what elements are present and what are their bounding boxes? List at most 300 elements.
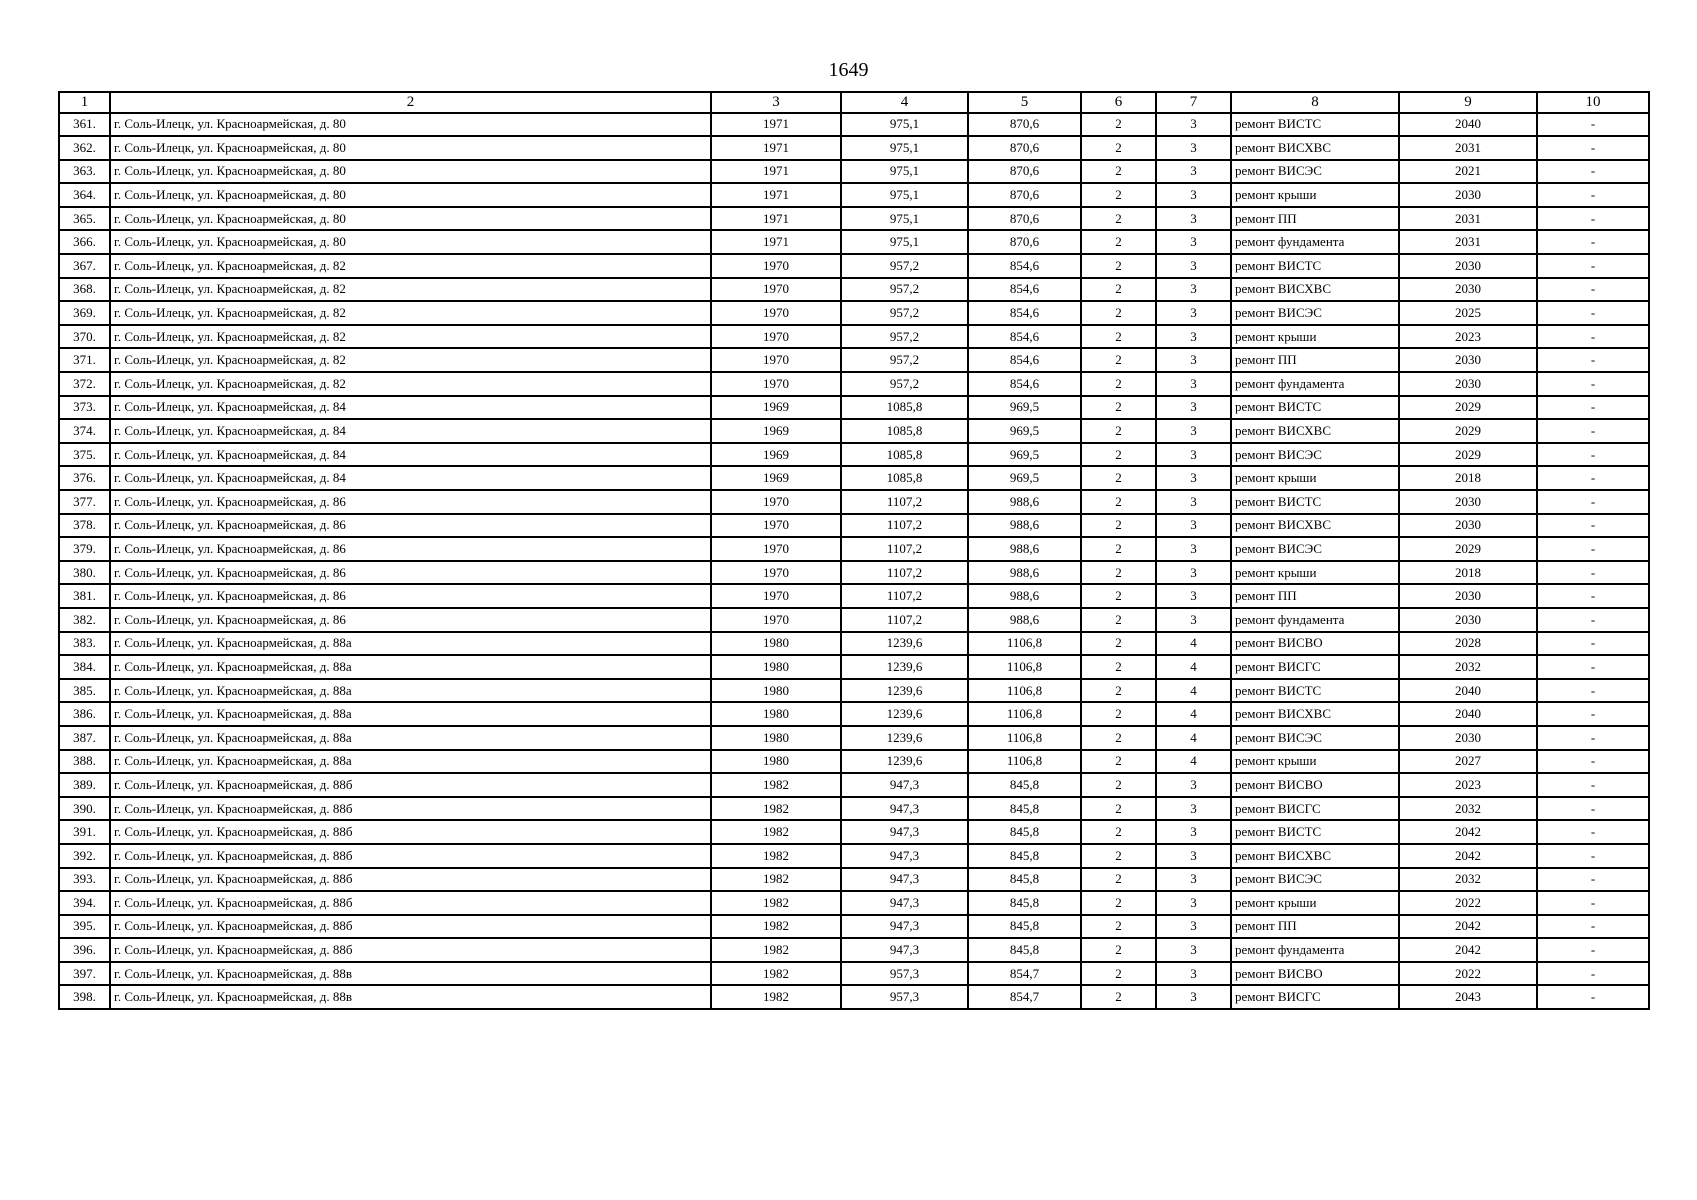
table-row: [59, 985, 1649, 1009]
total-area-cell: 1239,6: [841, 655, 968, 679]
row-number-cell: 391.: [59, 820, 110, 844]
entrances-cell: 2: [1081, 136, 1156, 160]
build-year-cell: 1970: [711, 514, 841, 538]
planned-year-cell: 2023: [1399, 325, 1537, 349]
build-year-cell: 1982: [711, 868, 841, 892]
row-number-cell: 396.: [59, 938, 110, 962]
build-year-cell: 1970: [711, 254, 841, 278]
row-number-cell: 388.: [59, 750, 110, 774]
floors-cell: 3: [1156, 443, 1231, 467]
living-area-cell: 870,6: [968, 113, 1081, 137]
work-type-cell: ремонт ВИСХВС: [1231, 278, 1399, 302]
floors-cell: 3: [1156, 466, 1231, 490]
living-area-cell: 854,6: [968, 325, 1081, 349]
note-cell: -: [1537, 301, 1649, 325]
living-area-cell: 988,6: [968, 608, 1081, 632]
living-area-cell: 870,6: [968, 230, 1081, 254]
total-area-cell: 975,1: [841, 207, 968, 231]
living-area-cell: 845,8: [968, 915, 1081, 939]
work-type-cell: ремонт крыши: [1231, 466, 1399, 490]
entrances-cell: 2: [1081, 632, 1156, 656]
address-cell: г. Соль-Илецк, ул. Красноармейская, д. 80: [110, 207, 711, 231]
living-area-cell: 870,6: [968, 207, 1081, 231]
planned-year-cell: 2030: [1399, 514, 1537, 538]
note-cell: -: [1537, 466, 1649, 490]
floors-cell: 3: [1156, 113, 1231, 137]
table-row: [59, 962, 1649, 986]
entrances-cell: 2: [1081, 868, 1156, 892]
row-number-cell: 393.: [59, 868, 110, 892]
row-number-cell: 365.: [59, 207, 110, 231]
address-cell: г. Соль-Илецк, ул. Красноармейская, д. 86: [110, 561, 711, 585]
entrances-cell: 2: [1081, 608, 1156, 632]
build-year-cell: 1982: [711, 820, 841, 844]
row-number-cell: 368.: [59, 278, 110, 302]
table-row: [59, 561, 1649, 585]
entrances-cell: 2: [1081, 726, 1156, 750]
row-number-cell: 387.: [59, 726, 110, 750]
address-cell: г. Соль-Илецк, ул. Красноармейская, д. 88б: [110, 938, 711, 962]
planned-year-cell: 2028: [1399, 632, 1537, 656]
work-type-cell: ремонт фундамента: [1231, 230, 1399, 254]
work-type-cell: ремонт ПП: [1231, 584, 1399, 608]
note-cell: -: [1537, 962, 1649, 986]
table-row: [59, 136, 1649, 160]
address-cell: г. Соль-Илецк, ул. Красноармейская, д. 82: [110, 278, 711, 302]
row-number-cell: 382.: [59, 608, 110, 632]
build-year-cell: 1980: [711, 655, 841, 679]
build-year-cell: 1970: [711, 608, 841, 632]
note-cell: -: [1537, 985, 1649, 1009]
address-cell: г. Соль-Илецк, ул. Красноармейская, д. 80: [110, 113, 711, 137]
entrances-cell: 2: [1081, 113, 1156, 137]
floors-cell: 3: [1156, 183, 1231, 207]
address-cell: г. Соль-Илецк, ул. Красноармейская, д. 86: [110, 490, 711, 514]
total-area-cell: 1085,8: [841, 419, 968, 443]
page-number: 1649: [828, 59, 869, 81]
build-year-cell: 1970: [711, 537, 841, 561]
note-cell: -: [1537, 230, 1649, 254]
row-number-cell: 381.: [59, 584, 110, 608]
build-year-cell: 1982: [711, 915, 841, 939]
total-area-cell: 957,2: [841, 372, 968, 396]
build-year-cell: 1982: [711, 844, 841, 868]
build-year-cell: 1970: [711, 348, 841, 372]
floors-cell: 4: [1156, 750, 1231, 774]
note-cell: -: [1537, 608, 1649, 632]
work-type-cell: ремонт ВИСВО: [1231, 962, 1399, 986]
entrances-cell: 2: [1081, 655, 1156, 679]
work-type-cell: ремонт ПП: [1231, 207, 1399, 231]
floors-cell: 3: [1156, 938, 1231, 962]
floors-cell: 3: [1156, 561, 1231, 585]
work-type-cell: ремонт ПП: [1231, 915, 1399, 939]
floors-cell: 3: [1156, 160, 1231, 184]
floors-cell: 4: [1156, 632, 1231, 656]
address-cell: г. Соль-Илецк, ул. Красноармейская, д. 88б: [110, 797, 711, 821]
total-area-cell: 1107,2: [841, 584, 968, 608]
table-row: [59, 278, 1649, 302]
column-header: 4: [841, 92, 968, 113]
row-number-cell: 373.: [59, 396, 110, 420]
build-year-cell: 1982: [711, 985, 841, 1009]
column-header: 7: [1156, 92, 1231, 113]
entrances-cell: 2: [1081, 938, 1156, 962]
entrances-cell: 2: [1081, 750, 1156, 774]
entrances-cell: 2: [1081, 584, 1156, 608]
planned-year-cell: 2030: [1399, 183, 1537, 207]
table-row: [59, 183, 1649, 207]
work-type-cell: ремонт ВИСГС: [1231, 797, 1399, 821]
table-row: [59, 490, 1649, 514]
note-cell: -: [1537, 702, 1649, 726]
planned-year-cell: 2030: [1399, 726, 1537, 750]
total-area-cell: 1239,6: [841, 632, 968, 656]
row-number-cell: 370.: [59, 325, 110, 349]
floors-cell: 3: [1156, 820, 1231, 844]
living-area-cell: 845,8: [968, 820, 1081, 844]
living-area-cell: 870,6: [968, 183, 1081, 207]
table-row: [59, 160, 1649, 184]
entrances-cell: 2: [1081, 844, 1156, 868]
planned-year-cell: 2030: [1399, 278, 1537, 302]
entrances-cell: 2: [1081, 301, 1156, 325]
note-cell: -: [1537, 537, 1649, 561]
address-cell: г. Соль-Илецк, ул. Красноармейская, д. 84: [110, 466, 711, 490]
address-cell: г. Соль-Илецк, ул. Красноармейская, д. 88в: [110, 985, 711, 1009]
build-year-cell: 1982: [711, 891, 841, 915]
address-cell: г. Соль-Илецк, ул. Красноармейская, д. 88а: [110, 726, 711, 750]
table-row: [59, 466, 1649, 490]
note-cell: -: [1537, 254, 1649, 278]
note-cell: -: [1537, 632, 1649, 656]
table-row: [59, 632, 1649, 656]
note-cell: -: [1537, 113, 1649, 137]
total-area-cell: 957,2: [841, 254, 968, 278]
floors-cell: 3: [1156, 584, 1231, 608]
work-type-cell: ремонт ВИСЭС: [1231, 443, 1399, 467]
repair-schedule-table: [58, 91, 1650, 1010]
total-area-cell: 975,1: [841, 136, 968, 160]
note-cell: -: [1537, 750, 1649, 774]
work-type-cell: ремонт фундамента: [1231, 608, 1399, 632]
address-cell: г. Соль-Илецк, ул. Красноармейская, д. 82: [110, 372, 711, 396]
note-cell: -: [1537, 844, 1649, 868]
table-row: [59, 938, 1649, 962]
planned-year-cell: 2025: [1399, 301, 1537, 325]
address-cell: г. Соль-Илецк, ул. Красноармейская, д. 88а: [110, 702, 711, 726]
address-cell: г. Соль-Илецк, ул. Красноармейская, д. 88а: [110, 750, 711, 774]
build-year-cell: 1971: [711, 230, 841, 254]
entrances-cell: 2: [1081, 915, 1156, 939]
address-cell: г. Соль-Илецк, ул. Красноармейская, д. 88б: [110, 773, 711, 797]
living-area-cell: 854,6: [968, 254, 1081, 278]
row-number-cell: 392.: [59, 844, 110, 868]
work-type-cell: ремонт ВИСТС: [1231, 490, 1399, 514]
column-header: 6: [1081, 92, 1156, 113]
address-cell: г. Соль-Илецк, ул. Красноармейская, д. 84: [110, 396, 711, 420]
entrances-cell: 2: [1081, 490, 1156, 514]
build-year-cell: 1982: [711, 962, 841, 986]
planned-year-cell: 2042: [1399, 938, 1537, 962]
address-cell: г. Соль-Илецк, ул. Красноармейская, д. 80: [110, 136, 711, 160]
row-number-cell: 366.: [59, 230, 110, 254]
build-year-cell: 1980: [711, 750, 841, 774]
planned-year-cell: 2031: [1399, 207, 1537, 231]
floors-cell: 3: [1156, 419, 1231, 443]
table-row: [59, 891, 1649, 915]
living-area-cell: 1106,8: [968, 702, 1081, 726]
table-row: [59, 443, 1649, 467]
table-header-row: [59, 92, 1649, 113]
total-area-cell: 957,2: [841, 301, 968, 325]
table-row: [59, 820, 1649, 844]
living-area-cell: 854,6: [968, 348, 1081, 372]
planned-year-cell: 2040: [1399, 679, 1537, 703]
row-number-cell: 364.: [59, 183, 110, 207]
planned-year-cell: 2023: [1399, 773, 1537, 797]
total-area-cell: 1107,2: [841, 490, 968, 514]
living-area-cell: 969,5: [968, 396, 1081, 420]
planned-year-cell: 2022: [1399, 962, 1537, 986]
build-year-cell: 1980: [711, 679, 841, 703]
build-year-cell: 1969: [711, 419, 841, 443]
note-cell: -: [1537, 136, 1649, 160]
row-number-cell: 371.: [59, 348, 110, 372]
work-type-cell: ремонт ВИСГС: [1231, 985, 1399, 1009]
table-row: [59, 655, 1649, 679]
note-cell: -: [1537, 726, 1649, 750]
floors-cell: 3: [1156, 962, 1231, 986]
planned-year-cell: 2042: [1399, 915, 1537, 939]
living-area-cell: 854,6: [968, 301, 1081, 325]
row-number-cell: 383.: [59, 632, 110, 656]
build-year-cell: 1970: [711, 584, 841, 608]
total-area-cell: 947,3: [841, 891, 968, 915]
entrances-cell: 2: [1081, 372, 1156, 396]
build-year-cell: 1970: [711, 325, 841, 349]
build-year-cell: 1971: [711, 136, 841, 160]
work-type-cell: ремонт крыши: [1231, 325, 1399, 349]
build-year-cell: 1969: [711, 396, 841, 420]
entrances-cell: 2: [1081, 537, 1156, 561]
note-cell: -: [1537, 679, 1649, 703]
living-area-cell: 845,8: [968, 844, 1081, 868]
planned-year-cell: 2030: [1399, 254, 1537, 278]
note-cell: -: [1537, 160, 1649, 184]
living-area-cell: 988,6: [968, 514, 1081, 538]
note-cell: -: [1537, 348, 1649, 372]
planned-year-cell: 2021: [1399, 160, 1537, 184]
floors-cell: 3: [1156, 372, 1231, 396]
note-cell: -: [1537, 207, 1649, 231]
column-header: 3: [711, 92, 841, 113]
table-row: [59, 537, 1649, 561]
row-number-cell: 374.: [59, 419, 110, 443]
total-area-cell: 1085,8: [841, 466, 968, 490]
floors-cell: 3: [1156, 844, 1231, 868]
address-cell: г. Соль-Илецк, ул. Красноармейская, д. 88а: [110, 679, 711, 703]
address-cell: г. Соль-Илецк, ул. Красноармейская, д. 84: [110, 419, 711, 443]
address-cell: г. Соль-Илецк, ул. Красноармейская, д. 86: [110, 537, 711, 561]
entrances-cell: 2: [1081, 278, 1156, 302]
address-cell: г. Соль-Илецк, ул. Красноармейская, д. 80: [110, 160, 711, 184]
entrances-cell: 2: [1081, 419, 1156, 443]
build-year-cell: 1971: [711, 207, 841, 231]
entrances-cell: 2: [1081, 561, 1156, 585]
build-year-cell: 1982: [711, 938, 841, 962]
entrances-cell: 2: [1081, 891, 1156, 915]
living-area-cell: 845,8: [968, 773, 1081, 797]
note-cell: -: [1537, 915, 1649, 939]
table-row: [59, 348, 1649, 372]
work-type-cell: ремонт ВИСЭС: [1231, 160, 1399, 184]
build-year-cell: 1969: [711, 443, 841, 467]
total-area-cell: 1239,6: [841, 679, 968, 703]
total-area-cell: 947,3: [841, 773, 968, 797]
entrances-cell: 2: [1081, 183, 1156, 207]
table-row: [59, 608, 1649, 632]
address-cell: г. Соль-Илецк, ул. Красноармейская, д. 88в: [110, 962, 711, 986]
work-type-cell: ремонт ВИСВО: [1231, 632, 1399, 656]
living-area-cell: 988,6: [968, 561, 1081, 585]
work-type-cell: ремонт ПП: [1231, 348, 1399, 372]
note-cell: -: [1537, 443, 1649, 467]
build-year-cell: 1980: [711, 726, 841, 750]
work-type-cell: ремонт ВИСВО: [1231, 773, 1399, 797]
total-area-cell: 957,2: [841, 325, 968, 349]
planned-year-cell: 2030: [1399, 490, 1537, 514]
floors-cell: 3: [1156, 136, 1231, 160]
address-cell: г. Соль-Илецк, ул. Красноармейская, д. 88б: [110, 820, 711, 844]
planned-year-cell: 2032: [1399, 655, 1537, 679]
planned-year-cell: 2032: [1399, 797, 1537, 821]
work-type-cell: ремонт ВИСХВС: [1231, 844, 1399, 868]
row-number-cell: 394.: [59, 891, 110, 915]
column-header: 2: [110, 92, 711, 113]
table-row: [59, 254, 1649, 278]
work-type-cell: ремонт ВИСХВС: [1231, 702, 1399, 726]
planned-year-cell: 2030: [1399, 372, 1537, 396]
entrances-cell: 2: [1081, 514, 1156, 538]
total-area-cell: 947,3: [841, 915, 968, 939]
build-year-cell: 1970: [711, 278, 841, 302]
floors-cell: 4: [1156, 679, 1231, 703]
total-area-cell: 1107,2: [841, 514, 968, 538]
address-cell: г. Соль-Илецк, ул. Красноармейская, д. 80: [110, 183, 711, 207]
planned-year-cell: 2027: [1399, 750, 1537, 774]
living-area-cell: 1106,8: [968, 679, 1081, 703]
living-area-cell: 1106,8: [968, 726, 1081, 750]
table-row: [59, 514, 1649, 538]
table-row: [59, 113, 1649, 137]
note-cell: -: [1537, 372, 1649, 396]
entrances-cell: 2: [1081, 230, 1156, 254]
total-area-cell: 1239,6: [841, 726, 968, 750]
total-area-cell: 1239,6: [841, 702, 968, 726]
planned-year-cell: 2040: [1399, 113, 1537, 137]
build-year-cell: 1970: [711, 301, 841, 325]
work-type-cell: ремонт ВИСЭС: [1231, 726, 1399, 750]
work-type-cell: ремонт ВИСХВС: [1231, 514, 1399, 538]
planned-year-cell: 2043: [1399, 985, 1537, 1009]
planned-year-cell: 2018: [1399, 561, 1537, 585]
living-area-cell: 969,5: [968, 466, 1081, 490]
address-cell: г. Соль-Илецк, ул. Красноармейская, д. 88б: [110, 844, 711, 868]
living-area-cell: 988,6: [968, 584, 1081, 608]
row-number-cell: 397.: [59, 962, 110, 986]
planned-year-cell: 2029: [1399, 419, 1537, 443]
note-cell: -: [1537, 891, 1649, 915]
total-area-cell: 957,3: [841, 985, 968, 1009]
build-year-cell: 1969: [711, 466, 841, 490]
note-cell: -: [1537, 490, 1649, 514]
address-cell: г. Соль-Илецк, ул. Красноармейская, д. 82: [110, 325, 711, 349]
row-number-cell: 395.: [59, 915, 110, 939]
row-number-cell: 389.: [59, 773, 110, 797]
table-row: [59, 844, 1649, 868]
living-area-cell: 969,5: [968, 419, 1081, 443]
planned-year-cell: 2032: [1399, 868, 1537, 892]
entrances-cell: 2: [1081, 254, 1156, 278]
row-number-cell: 361.: [59, 113, 110, 137]
note-cell: -: [1537, 561, 1649, 585]
note-cell: -: [1537, 820, 1649, 844]
work-type-cell: ремонт крыши: [1231, 891, 1399, 915]
build-year-cell: 1971: [711, 113, 841, 137]
living-area-cell: 845,8: [968, 938, 1081, 962]
table-body: [59, 92, 1649, 1009]
total-area-cell: 947,3: [841, 797, 968, 821]
table-row: [59, 797, 1649, 821]
entrances-cell: 2: [1081, 773, 1156, 797]
work-type-cell: ремонт ВИСТС: [1231, 254, 1399, 278]
living-area-cell: 1106,8: [968, 632, 1081, 656]
note-cell: -: [1537, 868, 1649, 892]
total-area-cell: 975,1: [841, 183, 968, 207]
table-row: [59, 207, 1649, 231]
work-type-cell: ремонт крыши: [1231, 750, 1399, 774]
planned-year-cell: 2030: [1399, 608, 1537, 632]
row-number-cell: 380.: [59, 561, 110, 585]
table-row: [59, 915, 1649, 939]
build-year-cell: 1970: [711, 372, 841, 396]
living-area-cell: 870,6: [968, 136, 1081, 160]
floors-cell: 3: [1156, 868, 1231, 892]
address-cell: г. Соль-Илецк, ул. Красноармейская, д. 82: [110, 301, 711, 325]
work-type-cell: ремонт ВИСТС: [1231, 396, 1399, 420]
table-row: [59, 750, 1649, 774]
living-area-cell: 1106,8: [968, 655, 1081, 679]
living-area-cell: 854,6: [968, 372, 1081, 396]
address-cell: г. Соль-Илецк, ул. Красноармейская, д. 86: [110, 514, 711, 538]
floors-cell: 3: [1156, 608, 1231, 632]
living-area-cell: 988,6: [968, 490, 1081, 514]
total-area-cell: 947,3: [841, 938, 968, 962]
build-year-cell: 1982: [711, 773, 841, 797]
table-row: [59, 419, 1649, 443]
work-type-cell: ремонт ВИСГС: [1231, 655, 1399, 679]
planned-year-cell: 2030: [1399, 348, 1537, 372]
total-area-cell: 1239,6: [841, 750, 968, 774]
build-year-cell: 1982: [711, 797, 841, 821]
living-area-cell: 969,5: [968, 443, 1081, 467]
address-cell: г. Соль-Илецк, ул. Красноармейская, д. 86: [110, 608, 711, 632]
row-number-cell: 398.: [59, 985, 110, 1009]
table-row: [59, 773, 1649, 797]
entrances-cell: 2: [1081, 985, 1156, 1009]
column-header: 9: [1399, 92, 1537, 113]
